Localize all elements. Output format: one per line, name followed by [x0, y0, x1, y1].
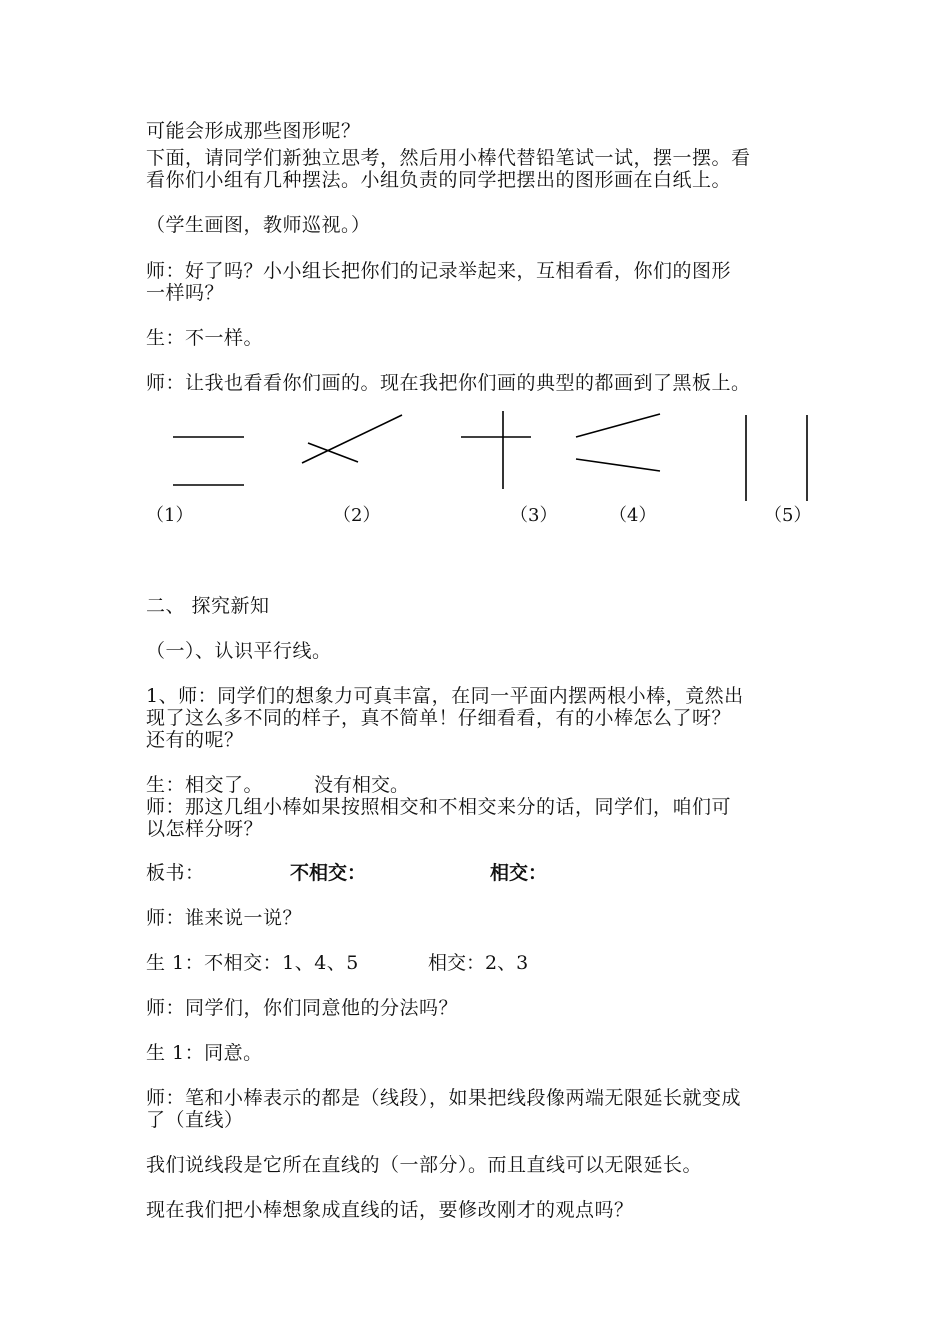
figure-2-crossing-lines [302, 415, 402, 463]
paragraph-line: 师：谁来说一说？ [146, 907, 303, 929]
student-answer-intersect: 相交：2、3 [428, 952, 529, 974]
figure-label-2: （2） [333, 505, 381, 526]
board-intersect: 相交： [490, 862, 548, 884]
paragraph-line: 现了这么多不同的样子，真不简单！仔细看看，有的小棒怎么了呀？ [146, 707, 732, 729]
student-answer-other: 没有相交。 [314, 774, 410, 796]
figure-label-4: （4） [609, 505, 657, 526]
paragraph-line: 看你们小组有几种摆法。小组负责的同学把摆出的图形画在白纸上。 [146, 169, 732, 191]
paragraph-line: 了（直线） [146, 1109, 244, 1131]
board-label: 板书： [146, 862, 205, 884]
paragraph-line: 一样吗？ [146, 282, 225, 304]
figure-5-parallel-vertical [746, 415, 807, 501]
paragraph-line: 师：笔和小棒表示的都是（线段），如果把线段像两端无限延长就变成 [146, 1087, 742, 1109]
figure-1-parallel-horizontal [173, 437, 244, 485]
paragraph-line: 1、师：同学们的想象力可真丰富，在同一平面内摆两根小棒，竟然出 [146, 685, 744, 707]
paragraph-line: 下面，请同学们新独立思考，然后用小棒代替铅笔试一试，摆一摆。看 [146, 147, 751, 169]
subsection-heading: （一）、认识平行线。 [146, 640, 332, 662]
board-not-intersect: 不相交： [290, 862, 367, 884]
figure-label-1: （1） [146, 505, 194, 526]
figure-4-diverging-lines [576, 414, 660, 471]
paragraph-line: 师：好了吗？小小组长把你们的记录举起来，互相看看，你们的图形 [146, 260, 732, 282]
paragraph-line: 师：那这几组小棒如果按照相交和不相交来分的话，同学们，咱们可 [146, 796, 732, 818]
section-heading: 二、 探究新知 [146, 595, 270, 617]
paragraph-line: 生 1：同意。 [146, 1042, 263, 1064]
figure-label-5: （5） [764, 505, 812, 526]
paragraph-line: 师：同学们，你们同意他的分法吗？ [146, 997, 459, 1019]
paragraph-line: 师：让我也看看你们画的。现在我把你们画的典型的都画到了黑板上。 [146, 372, 751, 394]
paragraph-line: 我们说线段是它所在直线的（一部分）。而且直线可以无限延长。 [146, 1154, 703, 1176]
paragraph-line: （学生画图，教师巡视。） [146, 214, 371, 236]
student-answer-line: 生 1：不相交：1、4、5 [146, 952, 359, 974]
paragraph-line: 生：不一样。 [146, 327, 264, 349]
figure-label-3: （3） [510, 505, 558, 526]
paragraph-line: 现在我们把小棒想象成直线的话，要修改刚才的观点吗？ [146, 1199, 634, 1221]
paragraph-line: 可能会形成那些图形呢？ [146, 120, 361, 142]
paragraph-line: 以怎样分呀？ [146, 818, 264, 840]
student-answer-line: 生：相交了。 [146, 774, 264, 796]
figure-3-perpendicular [461, 411, 531, 489]
paragraph-line: 还有的呢？ [146, 729, 244, 751]
